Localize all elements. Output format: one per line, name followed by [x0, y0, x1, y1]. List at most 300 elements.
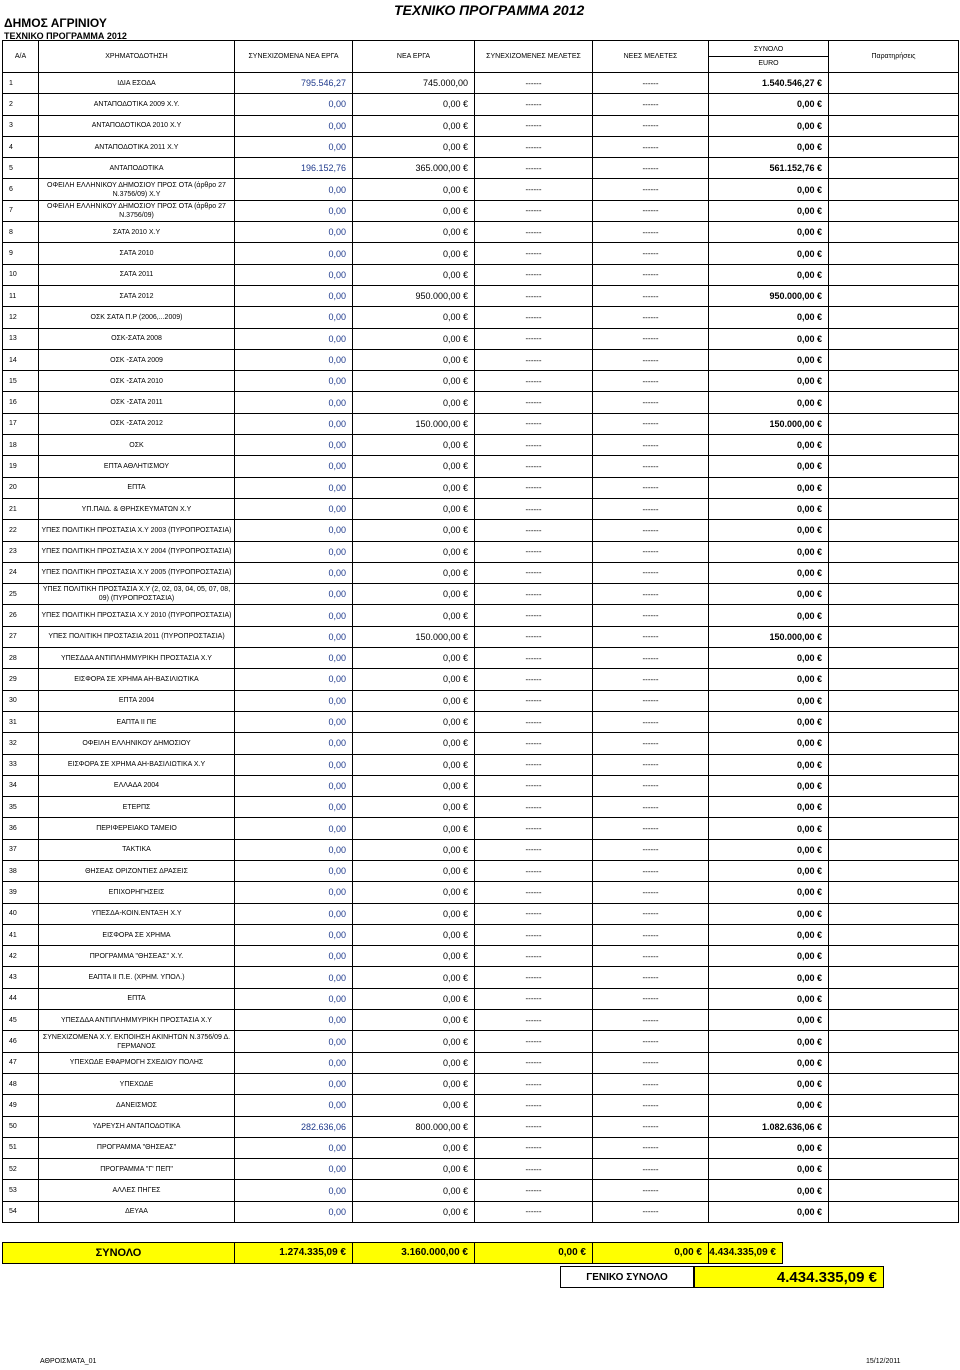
- row-new-studies: ------: [593, 413, 709, 434]
- row-continuing-works: 0,00: [235, 1201, 353, 1222]
- row-remarks: [829, 392, 959, 413]
- row-continuing-works: 0,00: [235, 243, 353, 264]
- row-new-works: 0,00 €: [353, 562, 475, 583]
- row-continuing-studies: ------: [475, 690, 593, 711]
- row-new-works: 0,00 €: [353, 222, 475, 243]
- row-total: 0,00 €: [709, 1159, 829, 1180]
- row-new-studies: ------: [593, 690, 709, 711]
- row-new-works: 0,00 €: [353, 498, 475, 519]
- row-remarks: [829, 775, 959, 796]
- row-total: 0,00 €: [709, 115, 829, 136]
- row-continuing-works: 0,00: [235, 541, 353, 562]
- row-total: 1.082.636,06 €: [709, 1116, 829, 1137]
- row-new-studies: ------: [593, 605, 709, 626]
- totals-new-works: 3.160.000,00 €: [353, 1243, 475, 1263]
- row-continuing-works: 0,00: [235, 775, 353, 796]
- row-number: 52: [3, 1159, 39, 1180]
- row-continuing-studies: ------: [475, 435, 593, 456]
- row-continuing-works: 0,00: [235, 946, 353, 967]
- row-continuing-works: 0,00: [235, 456, 353, 477]
- row-continuing-studies: ------: [475, 924, 593, 945]
- row-total: 0,00 €: [709, 648, 829, 669]
- table-row: [3, 1159, 959, 1180]
- row-continuing-studies: ------: [475, 903, 593, 924]
- totals-total: 4.434.335,09 €: [709, 1247, 776, 1258]
- row-continuing-studies: ------: [475, 1137, 593, 1158]
- row-number: 42: [3, 946, 39, 967]
- row-remarks: [829, 243, 959, 264]
- row-number: 20: [3, 477, 39, 498]
- row-number: 22: [3, 520, 39, 541]
- row-continuing-studies: ------: [475, 967, 593, 988]
- table-row: [3, 1073, 959, 1094]
- table-row: [3, 328, 959, 349]
- row-new-studies: ------: [593, 307, 709, 328]
- row-continuing-works: 0,00: [235, 392, 353, 413]
- row-remarks: [829, 179, 959, 200]
- row-remarks: [829, 371, 959, 392]
- col-header-continuing-works: ΣΥΝΕΧΙΖΟΜΕΝΑ ΝΕΑ ΕΡΓΑ: [235, 41, 353, 73]
- row-new-studies: ------: [593, 1095, 709, 1116]
- table-row: [3, 1095, 959, 1116]
- row-remarks: [829, 711, 959, 732]
- row-new-studies: ------: [593, 967, 709, 988]
- row-new-works: 0,00 €: [353, 456, 475, 477]
- row-continuing-studies: ------: [475, 136, 593, 157]
- row-continuing-studies: ------: [475, 243, 593, 264]
- table-row: [3, 967, 959, 988]
- row-number: 53: [3, 1180, 39, 1201]
- row-number: 40: [3, 903, 39, 924]
- row-new-works: 0,00 €: [353, 1010, 475, 1031]
- row-funding-source: ΘΗΣΕΑΣ ΟΡΙΖΟΝΤΙΕΣ ΔΡΑΣΕΙΣ: [39, 860, 235, 881]
- row-remarks: [829, 200, 959, 221]
- row-continuing-studies: ------: [475, 818, 593, 839]
- row-number: 26: [3, 605, 39, 626]
- row-funding-source: ΤΑΚΤΙΚΑ: [39, 839, 235, 860]
- table-row: [3, 584, 959, 605]
- row-new-works: 0,00 €: [353, 136, 475, 157]
- row-funding-source: ΠΡΟΓΡΑΜΜΑ "ΘΗΣΕΑΣ" Χ.Υ.: [39, 946, 235, 967]
- row-total: 0,00 €: [709, 860, 829, 881]
- row-number: 46: [3, 1031, 39, 1052]
- table-row: [3, 1116, 959, 1137]
- row-funding-source: ΑΝΤΑΠΟΔΟΤΙΚΟΑ 2010 Χ.Υ: [39, 115, 235, 136]
- row-new-works: 0,00 €: [353, 754, 475, 775]
- row-number: 51: [3, 1137, 39, 1158]
- row-remarks: [829, 967, 959, 988]
- row-total: 0,00 €: [709, 754, 829, 775]
- row-continuing-studies: ------: [475, 115, 593, 136]
- row-new-works: 0,00 €: [353, 1137, 475, 1158]
- row-number: 9: [3, 243, 39, 264]
- table-row: [3, 435, 959, 456]
- program-table: [2, 40, 959, 1223]
- row-new-works: 150.000,00 €: [353, 626, 475, 647]
- footer-sheet-name: ΑΘΡΟΙΣΜΑΤΑ_01: [40, 1358, 97, 1365]
- table-row: [3, 1180, 959, 1201]
- row-new-studies: ------: [593, 903, 709, 924]
- row-continuing-works: 0,00: [235, 435, 353, 456]
- row-new-studies: ------: [593, 1180, 709, 1201]
- row-total: 0,00 €: [709, 371, 829, 392]
- row-continuing-works: 0,00: [235, 860, 353, 881]
- row-total: 950.000,00 €: [709, 285, 829, 306]
- row-number: 49: [3, 1095, 39, 1116]
- row-funding-source: ΔΑΝΕΙΣΜΟΣ: [39, 1095, 235, 1116]
- row-continuing-studies: ------: [475, 222, 593, 243]
- row-number: 18: [3, 435, 39, 456]
- row-new-works: 0,00 €: [353, 1201, 475, 1222]
- row-funding-source: ΑΝΤΑΠΟΔΟΤΙΚΑ 2011 Χ.Υ: [39, 136, 235, 157]
- row-number: 4: [3, 136, 39, 157]
- row-new-studies: ------: [593, 669, 709, 690]
- row-new-works: 0,00 €: [353, 860, 475, 881]
- row-remarks: [829, 158, 959, 179]
- row-total: 0,00 €: [709, 328, 829, 349]
- row-funding-source: ΕΛΛΑΔΑ 2004: [39, 775, 235, 796]
- row-continuing-works: 0,00: [235, 371, 353, 392]
- row-new-works: 0,00 €: [353, 1052, 475, 1073]
- row-new-works: 0,00 €: [353, 179, 475, 200]
- row-number: 13: [3, 328, 39, 349]
- row-total: 0,00 €: [709, 669, 829, 690]
- row-number: 12: [3, 307, 39, 328]
- row-continuing-works: 0,00: [235, 1159, 353, 1180]
- row-remarks: [829, 988, 959, 1009]
- row-continuing-studies: ------: [475, 1116, 593, 1137]
- row-continuing-works: 0,00: [235, 1010, 353, 1031]
- row-funding-source: ΕΑΠΤΑ ΙΙ Π.Ε. (ΧΡΗΜ. ΥΠΟΛ.): [39, 967, 235, 988]
- table-row: [3, 413, 959, 434]
- row-new-works: 365.000,00 €: [353, 158, 475, 179]
- row-continuing-works: 0,00: [235, 924, 353, 945]
- row-new-studies: ------: [593, 243, 709, 264]
- row-continuing-works: 0,00: [235, 222, 353, 243]
- row-number: 25: [3, 584, 39, 605]
- row-funding-source: ΕΠΙΧΟΡΗΓΗΣΕΙΣ: [39, 882, 235, 903]
- row-new-works: 950.000,00 €: [353, 285, 475, 306]
- row-continuing-studies: ------: [475, 73, 593, 94]
- row-continuing-works: 0,00: [235, 328, 353, 349]
- row-funding-source: ΠΡΟΓΡΑΜΜΑ "ΘΗΣΕΑΣ": [39, 1137, 235, 1158]
- row-remarks: [829, 285, 959, 306]
- row-continuing-studies: ------: [475, 1031, 593, 1052]
- row-continuing-studies: ------: [475, 477, 593, 498]
- row-continuing-works: 0,00: [235, 349, 353, 370]
- row-continuing-studies: ------: [475, 1095, 593, 1116]
- row-continuing-works: 196.152,76: [235, 158, 353, 179]
- row-continuing-studies: ------: [475, 733, 593, 754]
- table-row: [3, 924, 959, 945]
- row-continuing-works: 0,00: [235, 1073, 353, 1094]
- row-continuing-works: 0,00: [235, 520, 353, 541]
- row-new-works: 0,00 €: [353, 605, 475, 626]
- row-total: 0,00 €: [709, 562, 829, 583]
- table-row: [3, 222, 959, 243]
- row-continuing-studies: ------: [475, 775, 593, 796]
- row-total: 0,00 €: [709, 605, 829, 626]
- row-remarks: [829, 264, 959, 285]
- row-funding-source: ΣΑΤΑ 2010 Χ.Υ: [39, 222, 235, 243]
- table-row: [3, 1031, 959, 1052]
- row-total: 561.152,76 €: [709, 158, 829, 179]
- row-total: 0,00 €: [709, 839, 829, 860]
- row-remarks: [829, 1031, 959, 1052]
- row-number: 7: [3, 200, 39, 221]
- row-continuing-works: 0,00: [235, 754, 353, 775]
- row-new-studies: ------: [593, 94, 709, 115]
- row-total: 0,00 €: [709, 1073, 829, 1094]
- table-body: [3, 73, 959, 1223]
- row-remarks: [829, 477, 959, 498]
- row-funding-source: ΔΕΥΑΑ: [39, 1201, 235, 1222]
- row-remarks: [829, 1201, 959, 1222]
- row-funding-source: ΟΣΚ-ΣΑΤΑ 2008: [39, 328, 235, 349]
- row-total: 0,00 €: [709, 307, 829, 328]
- row-new-works: 0,00 €: [353, 946, 475, 967]
- row-new-works: 0,00 €: [353, 669, 475, 690]
- row-funding-source: ΕΠΤΑ: [39, 988, 235, 1009]
- table-row: [3, 136, 959, 157]
- organization-title: ΔΗΜΟΣ ΑΓΡΙΝΙΟΥ: [4, 16, 107, 30]
- row-total: 0,00 €: [709, 222, 829, 243]
- row-new-studies: ------: [593, 733, 709, 754]
- row-continuing-studies: ------: [475, 413, 593, 434]
- row-remarks: [829, 754, 959, 775]
- table-row: [3, 839, 959, 860]
- table-row: [3, 307, 959, 328]
- row-remarks: [829, 456, 959, 477]
- row-new-studies: ------: [593, 115, 709, 136]
- row-new-works: 0,00 €: [353, 988, 475, 1009]
- row-total: 0,00 €: [709, 690, 829, 711]
- row-number: 24: [3, 562, 39, 583]
- row-new-studies: ------: [593, 1116, 709, 1137]
- row-total: 0,00 €: [709, 541, 829, 562]
- row-new-studies: ------: [593, 179, 709, 200]
- table-row: [3, 988, 959, 1009]
- row-remarks: [829, 1073, 959, 1094]
- row-funding-source: ΥΠΕΣΔΔΑ ΑΝΤΙΠΛΗΜΜΥΡΙΚΗ ΠΡΟΣΤΑΣΙΑ Χ.Υ: [39, 1010, 235, 1031]
- row-new-studies: ------: [593, 818, 709, 839]
- row-new-works: 0,00 €: [353, 94, 475, 115]
- table-row: [3, 733, 959, 754]
- row-funding-source: ΕΠΤΑ 2004: [39, 690, 235, 711]
- row-continuing-works: 282.636,06: [235, 1116, 353, 1137]
- row-remarks: [829, 1137, 959, 1158]
- row-number: 29: [3, 669, 39, 690]
- row-continuing-works: 0,00: [235, 882, 353, 903]
- table-row: [3, 520, 959, 541]
- row-remarks: [829, 520, 959, 541]
- row-continuing-studies: ------: [475, 562, 593, 583]
- totals-continuing-studies: 0,00 €: [475, 1243, 593, 1263]
- row-total: 1.540.546,27 €: [709, 73, 829, 94]
- row-continuing-works: 0,00: [235, 733, 353, 754]
- row-continuing-works: 0,00: [235, 307, 353, 328]
- row-continuing-works: 0,00: [235, 648, 353, 669]
- row-continuing-works: 0,00: [235, 498, 353, 519]
- row-continuing-works: 0,00: [235, 179, 353, 200]
- row-new-studies: ------: [593, 456, 709, 477]
- row-new-studies: ------: [593, 626, 709, 647]
- row-funding-source: ΣΑΤΑ 2011: [39, 264, 235, 285]
- row-new-studies: ------: [593, 541, 709, 562]
- row-number: 43: [3, 967, 39, 988]
- table-row: [3, 860, 959, 881]
- row-new-studies: ------: [593, 754, 709, 775]
- row-new-studies: ------: [593, 1052, 709, 1073]
- row-new-studies: ------: [593, 349, 709, 370]
- row-remarks: [829, 584, 959, 605]
- row-total: 0,00 €: [709, 94, 829, 115]
- row-funding-source: ΠΕΡΙΦΕΡΕΙΑΚΟ ΤΑΜΕΙΟ: [39, 818, 235, 839]
- row-new-studies: ------: [593, 562, 709, 583]
- row-funding-source: ΥΠΕΣ ΠΟΛΙΤΙΚΗ ΠΡΟΣΤΑΣΙΑ Χ.Υ 2004 (ΠΥΡΟΠΡΟΣΤΑΣΙΑ): [39, 541, 235, 562]
- row-number: 36: [3, 818, 39, 839]
- row-remarks: [829, 839, 959, 860]
- table-row: [3, 179, 959, 200]
- row-funding-source: ΥΠΕΧΩΔΕ: [39, 1073, 235, 1094]
- row-continuing-works: 0,00: [235, 136, 353, 157]
- table-row: [3, 73, 959, 94]
- table-row: [3, 690, 959, 711]
- row-funding-source: ΠΡΟΓΡΑΜΜΑ "Γ' ΠΕΠ": [39, 1159, 235, 1180]
- footer-date: 15/12/2011: [866, 1358, 901, 1365]
- row-continuing-works: 0,00: [235, 264, 353, 285]
- row-continuing-works: 0,00: [235, 1137, 353, 1158]
- row-continuing-studies: ------: [475, 541, 593, 562]
- row-continuing-studies: ------: [475, 456, 593, 477]
- row-new-works: 0,00 €: [353, 924, 475, 945]
- row-new-studies: ------: [593, 584, 709, 605]
- row-funding-source: ΥΠΕΣΔΑ-ΚΟΙΝ.ΕΝΤΑΞΗ Χ.Υ: [39, 903, 235, 924]
- row-continuing-studies: ------: [475, 626, 593, 647]
- row-new-studies: ------: [593, 222, 709, 243]
- row-continuing-studies: ------: [475, 754, 593, 775]
- row-new-works: 0,00 €: [353, 1031, 475, 1052]
- row-continuing-studies: ------: [475, 988, 593, 1009]
- row-funding-source: ΑΝΤΑΠΟΔΟΤΙΚΑ 2009 Χ.Υ.: [39, 94, 235, 115]
- table-row: [3, 243, 959, 264]
- row-continuing-works: 0,00: [235, 413, 353, 434]
- row-remarks: [829, 541, 959, 562]
- row-continuing-works: 795.546,27: [235, 73, 353, 94]
- row-remarks: [829, 413, 959, 434]
- row-new-studies: ------: [593, 136, 709, 157]
- row-number: 45: [3, 1010, 39, 1031]
- col-header-total: [709, 41, 829, 73]
- row-new-studies: ------: [593, 371, 709, 392]
- row-number: 19: [3, 456, 39, 477]
- row-new-studies: ------: [593, 328, 709, 349]
- table-row: [3, 882, 959, 903]
- row-remarks: [829, 1010, 959, 1031]
- row-new-studies: ------: [593, 1159, 709, 1180]
- row-remarks: [829, 435, 959, 456]
- row-number: 41: [3, 924, 39, 945]
- row-continuing-studies: ------: [475, 584, 593, 605]
- row-continuing-works: 0,00: [235, 988, 353, 1009]
- row-funding-source: ΥΠ.ΠΑΙΔ. & ΘΡΗΣΚΕΥΜΑΤΩΝ Χ.Υ: [39, 498, 235, 519]
- row-new-works: 0,00 €: [353, 1180, 475, 1201]
- row-continuing-works: 0,00: [235, 818, 353, 839]
- table-row: [3, 754, 959, 775]
- row-remarks: [829, 1180, 959, 1201]
- col-header-total-unit: EURO: [709, 56, 828, 67]
- table-row: [3, 775, 959, 796]
- row-total: 0,00 €: [709, 775, 829, 796]
- table-row: [3, 946, 959, 967]
- row-number: 27: [3, 626, 39, 647]
- col-header-remarks: Παρατηρήσεις: [829, 41, 959, 73]
- table-row: [3, 94, 959, 115]
- table-row: [3, 264, 959, 285]
- row-new-studies: ------: [593, 711, 709, 732]
- row-continuing-studies: ------: [475, 946, 593, 967]
- row-number: 23: [3, 541, 39, 562]
- row-funding-source: ΕΑΠΤΑ ΙΙ ΠΕ: [39, 711, 235, 732]
- row-number: 8: [3, 222, 39, 243]
- table-row: [3, 605, 959, 626]
- table-row: [3, 648, 959, 669]
- row-number: 17: [3, 413, 39, 434]
- row-continuing-works: 0,00: [235, 967, 353, 988]
- row-number: 44: [3, 988, 39, 1009]
- row-remarks: [829, 562, 959, 583]
- row-new-studies: ------: [593, 520, 709, 541]
- row-continuing-studies: ------: [475, 1201, 593, 1222]
- row-new-works: 0,00 €: [353, 349, 475, 370]
- table-row: [3, 456, 959, 477]
- row-number: 1: [3, 73, 39, 94]
- row-continuing-studies: ------: [475, 669, 593, 690]
- row-total: 0,00 €: [709, 733, 829, 754]
- row-remarks: [829, 669, 959, 690]
- row-number: 34: [3, 775, 39, 796]
- row-new-studies: ------: [593, 1201, 709, 1222]
- row-new-works: 0,00 €: [353, 328, 475, 349]
- row-new-works: 0,00 €: [353, 839, 475, 860]
- row-funding-source: ΥΠΕΣ ΠΟΛΙΤΙΚΗ ΠΡΟΣΤΑΣΙΑ Χ.Υ 2003 (ΠΥΡΟΠΡΟΣΤΑΣΙΑ): [39, 520, 235, 541]
- row-new-works: 0,00 €: [353, 711, 475, 732]
- col-header-new-studies: ΝΕΕΣ ΜΕΛΕΤΕΣ: [593, 41, 709, 73]
- row-new-works: 0,00 €: [353, 520, 475, 541]
- table-row: [3, 797, 959, 818]
- row-new-works: 0,00 €: [353, 1073, 475, 1094]
- totals-continuing-works: 1.274.335,09 €: [235, 1243, 353, 1263]
- row-total: 0,00 €: [709, 264, 829, 285]
- row-funding-source: ΑΝΤΑΠΟΔΟΤΙΚΑ: [39, 158, 235, 179]
- row-total: 0,00 €: [709, 946, 829, 967]
- row-new-works: 0,00 €: [353, 264, 475, 285]
- row-new-works: 0,00 €: [353, 775, 475, 796]
- row-continuing-studies: ------: [475, 392, 593, 413]
- row-new-studies: ------: [593, 775, 709, 796]
- row-total: 0,00 €: [709, 797, 829, 818]
- table-row: [3, 1201, 959, 1222]
- row-remarks: [829, 1095, 959, 1116]
- row-remarks: [829, 1159, 959, 1180]
- totals-new-studies: 0,00 €: [593, 1243, 709, 1263]
- row-continuing-studies: ------: [475, 1010, 593, 1031]
- row-number: 30: [3, 690, 39, 711]
- table-row: [3, 711, 959, 732]
- row-remarks: [829, 648, 959, 669]
- row-remarks: [829, 94, 959, 115]
- row-number: 5: [3, 158, 39, 179]
